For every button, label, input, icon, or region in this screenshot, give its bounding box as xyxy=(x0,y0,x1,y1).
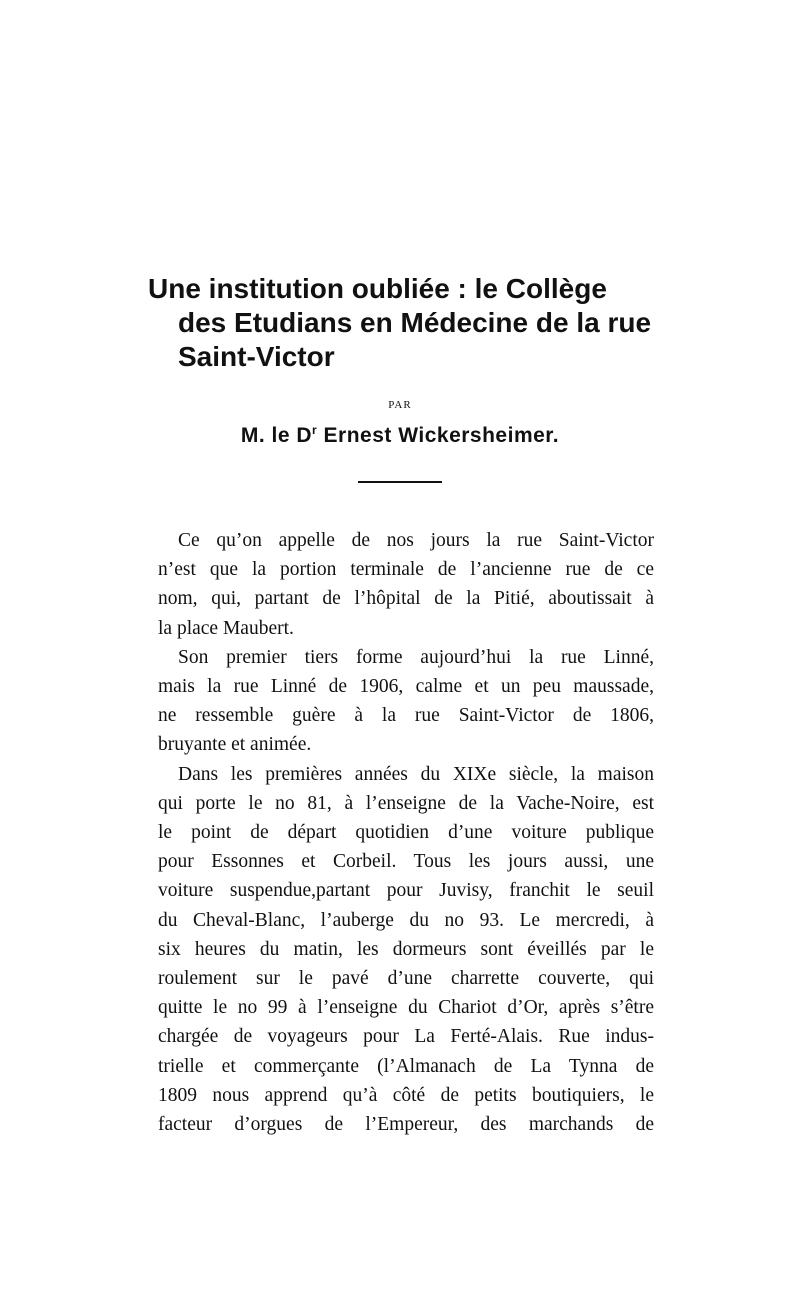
body-line: mais la rue Linné de 1906, calme et un peu maussade, xyxy=(158,676,654,698)
body-line: pour Essonnes et Corbeil. Tous les jours aussi, une xyxy=(158,851,654,873)
body-line: Son premier tiers forme aujourd’hui la rue Linné, xyxy=(178,646,654,668)
title-line: Une institution oubliée : le Collège xyxy=(148,273,607,304)
title-line: Saint-Victor xyxy=(178,341,335,372)
body-line: chargée de voyageurs pour La Ferté-Alais. Rue indus- xyxy=(158,1026,654,1048)
body-line: trielle et commerçante (l’Almanach de La Tynna de xyxy=(158,1055,654,1077)
body-line: la place Maubert. xyxy=(158,617,294,639)
body-line: quitte le no 99 à l’enseigne du Chariot d’Or, après s’être xyxy=(158,997,654,1019)
body-line: du Cheval-Blanc, l’auberge du no 93. Le mercredi, à xyxy=(158,909,654,931)
body-text xyxy=(158,526,654,1139)
title-line: des Etudians en Médecine de la rue xyxy=(178,307,652,338)
separator-rule xyxy=(358,481,442,483)
body-line: le point de départ quotidien d’une voiture publique xyxy=(158,822,654,844)
body-line: six heures du matin, les dormeurs sont éveillés par le xyxy=(158,938,654,960)
author-sup: r xyxy=(312,423,318,437)
author-prefix: M. le D xyxy=(240,424,313,447)
body-line: voiture suspendue,partant pour Juvisy, franchit le seuil xyxy=(158,880,654,902)
body-line: bruyante et animée. xyxy=(158,734,312,756)
body-line: nom, qui, partant de l’hôpital de la Pitié, aboutissait à xyxy=(158,588,654,610)
byline-par: PAR xyxy=(388,399,412,411)
body-line: qui porte le no 81, à l’enseigne de la Vache-Noire, est xyxy=(158,792,654,814)
author-name: Ernest Wickersheimer. xyxy=(323,424,560,447)
body-line: ne ressemble guère à la rue Saint-Victor de 1806, xyxy=(158,705,654,727)
body-line: roulement sur le pavé d’une charrette couverte, qui xyxy=(158,968,654,990)
body-line: Dans les premières années du XIXe siècle, la maison xyxy=(178,763,654,785)
body-line: facteur d’orgues de l’Empereur, des marchands de xyxy=(158,1114,654,1136)
body-line: Ce qu’on appelle de nos jours la rue Saint-Victor xyxy=(178,530,654,551)
body-line: 1809 nous apprend qu’à côté de petits boutiquiers, le xyxy=(158,1084,654,1106)
body-line: n’est que la portion terminale de l’ancienne rue de ce xyxy=(158,559,654,581)
author-line xyxy=(0,424,800,448)
article-title xyxy=(148,272,668,374)
